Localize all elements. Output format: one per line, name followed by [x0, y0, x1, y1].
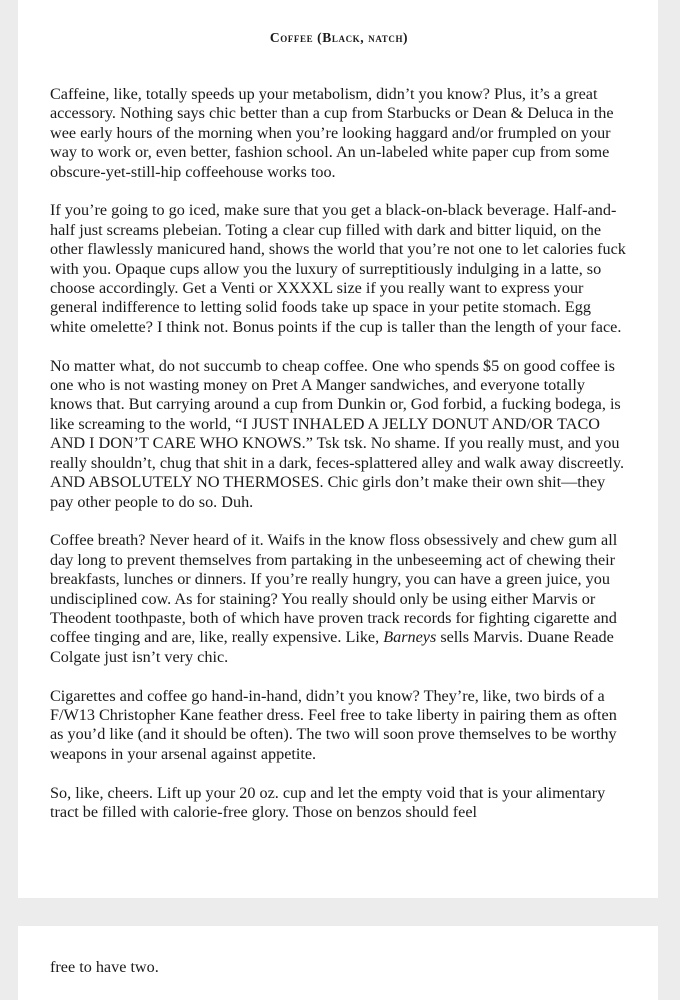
paragraph-text-part: Coffee breath? Never heard of it. Waifs in the know floss obsessively and chew gum all day long to prevent themselves from partaking in the unbeseeming act of chewing their breakfasts, lunches or dinners. If you’re really hungry, you can have a green juice, you undisciplined cow. As for staining? You really should only be using either Marvis or Theodent toothpaste, both of which have proven track records for fighting cigarette and coffee tinging and are, like, really expensive. Like, — [50, 531, 618, 647]
paragraph-caffeine: Caffeine, like, totally speeds up your metabolism, didn’t you know? Plus, it’s a great accessory. Nothing says chic better than a cup from Starbucks or Dean & Deluca in the wee early hours of the morning when you’re looking haggard and/or frumpled on your way to work or, even better, fashion school. An un-labeled white paper cup from some obscure-yet-still-hip coffeehouse works too. — [50, 85, 614, 181]
paragraph-text-part: sells Marvis. Duane Reade Colgate just isn’t very chic. — [50, 628, 614, 666]
paragraph-coffee-breath — [50, 531, 628, 667]
italic-brand-name: Barneys — [383, 628, 437, 647]
paragraph-cigarettes: Cigarettes and coffee go hand-in-hand, didn’t you know? They’re, like, two birds of a F/W13 Christopher Kane feather dress. Feel free to take liberty in pairing them as often as you’d like (and it should be often). The two will soon prove themselves to be worthy weapons in your arsenal against appetite. — [50, 686, 617, 763]
paragraph-continuation: free to have two. — [50, 958, 159, 976]
paragraph-cheers: So, like, cheers. Lift up your 20 oz. cup and let the empty void that is your alimentary tract be filled with calorie-free glory. Those on benzos should feel — [50, 783, 606, 821]
document-page-1 — [18, 0, 658, 898]
paragraph-cheap-coffee: No matter what, do not succumb to cheap coffee. One who spends $5 on good coffee is one who is not wasting money on Pret A Manger sandwiches, and everyone totally knows that. But carrying around a cup from Dunkin or, God forbid, a fucking bodega, is like screaming to the world, “I JUST INHALED A JELLY DONUT AND/OR TACO AND I DON’T CARE WHO KNOWS.” Tsk tsk. No shame. If you really must, and you really shouldn’t, chug that shit in a dark, feces-splattered alley and walk away discreetly. AND ABSOLUTELY NO THERMOSES. Chic girls don’t make their own shit—they pay other people to do so. Duh. — [50, 356, 625, 511]
document-page-2 — [18, 926, 658, 1000]
page-title: Coffee (Black, natch) — [269, 30, 409, 45]
paragraph-iced: If you’re going to go iced, make sure that you get a black-on-black beverage. Half-and-half just screams plebeian. Toting a clear cup filled with dark and bitter liquid, on the other flawlessly manicured hand, shows the world that you’re not one to let calories fuck with you. Opaque cups allow you the luxury of surreptitiously indulging in a latte, so choose accordingly. Get a Venti or XXXXL size if you really want to express your general indifference to letting solid foods take up space in your petite stomach. Egg white omelette? I think not. Bonus points if the cup is taller than the length of your face. — [50, 201, 626, 336]
